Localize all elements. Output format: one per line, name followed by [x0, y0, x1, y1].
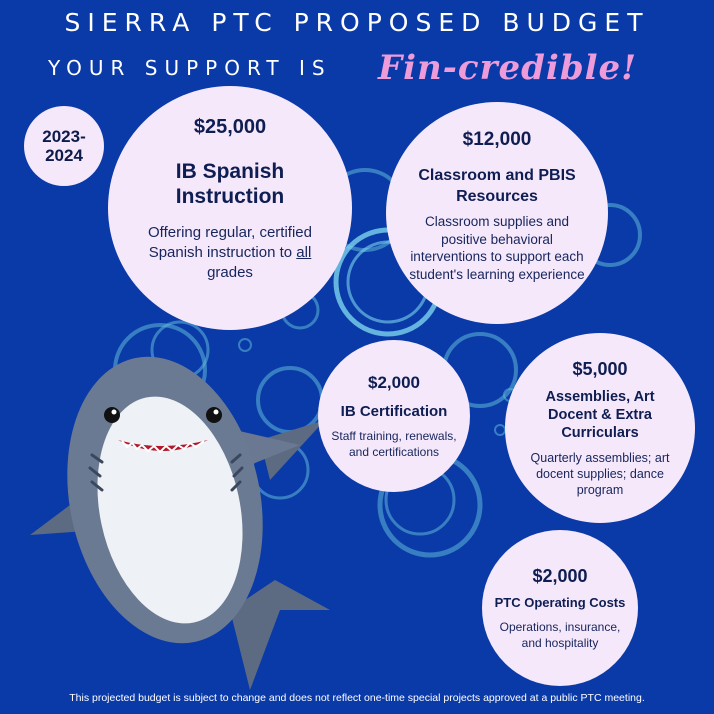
- budget-item-operating: [482, 530, 638, 686]
- year-badge-label: 2023- 2024: [42, 127, 86, 165]
- budget-item-classroom: [386, 102, 608, 324]
- budget-heading: IB Certification: [340, 402, 448, 420]
- budget-amount: $2,000: [368, 372, 420, 392]
- budget-description: Classroom supplies and positive behavioral interventions to support each student's learning experience: [409, 214, 585, 282]
- footer-disclaimer: This projected budget is subject to change and does not reflect one-time special projects approved at a public PTC meeting.: [69, 692, 645, 704]
- subtitle: YOUR SUPPORT IS: [48, 56, 332, 80]
- budget-description: Operations, insurance, and hospitality: [499, 619, 621, 650]
- budget-item-assemblies: [505, 333, 695, 523]
- budget-item-ib-certification: [318, 340, 470, 492]
- budget-amount: $12,000: [462, 129, 532, 150]
- budget-heading: IB Spanish Instruction: [175, 159, 285, 208]
- budget-heading: Classroom and PBIS Resources: [418, 167, 576, 205]
- budget-heading: PTC Operating Costs: [494, 594, 626, 610]
- budget-item-spanish: [108, 86, 352, 330]
- budget-description: [128, 223, 332, 283]
- year-badge: [24, 106, 104, 186]
- budget-description: Staff training, renewals, and certifications: [331, 428, 457, 459]
- budget-heading: Assemblies, Art Docent & Extra Curriculars: [545, 388, 655, 441]
- budget-description-text: Offering regular, certified Spanish instruction to: [148, 223, 312, 261]
- budget-description-emphasis: all: [296, 243, 312, 261]
- subtitle-highlight: Fin-credible!: [378, 48, 638, 88]
- budget-description: Quarterly assemblies; art docent supplies; dance program: [530, 450, 670, 497]
- budget-amount: $2,000: [532, 565, 588, 586]
- page-title: SIERRA PTC PROPOSED BUDGET: [64, 8, 650, 37]
- budget-amount: $5,000: [572, 358, 628, 379]
- budget-description-text-end: grades: [207, 263, 253, 281]
- budget-amount: $25,000: [193, 115, 267, 138]
